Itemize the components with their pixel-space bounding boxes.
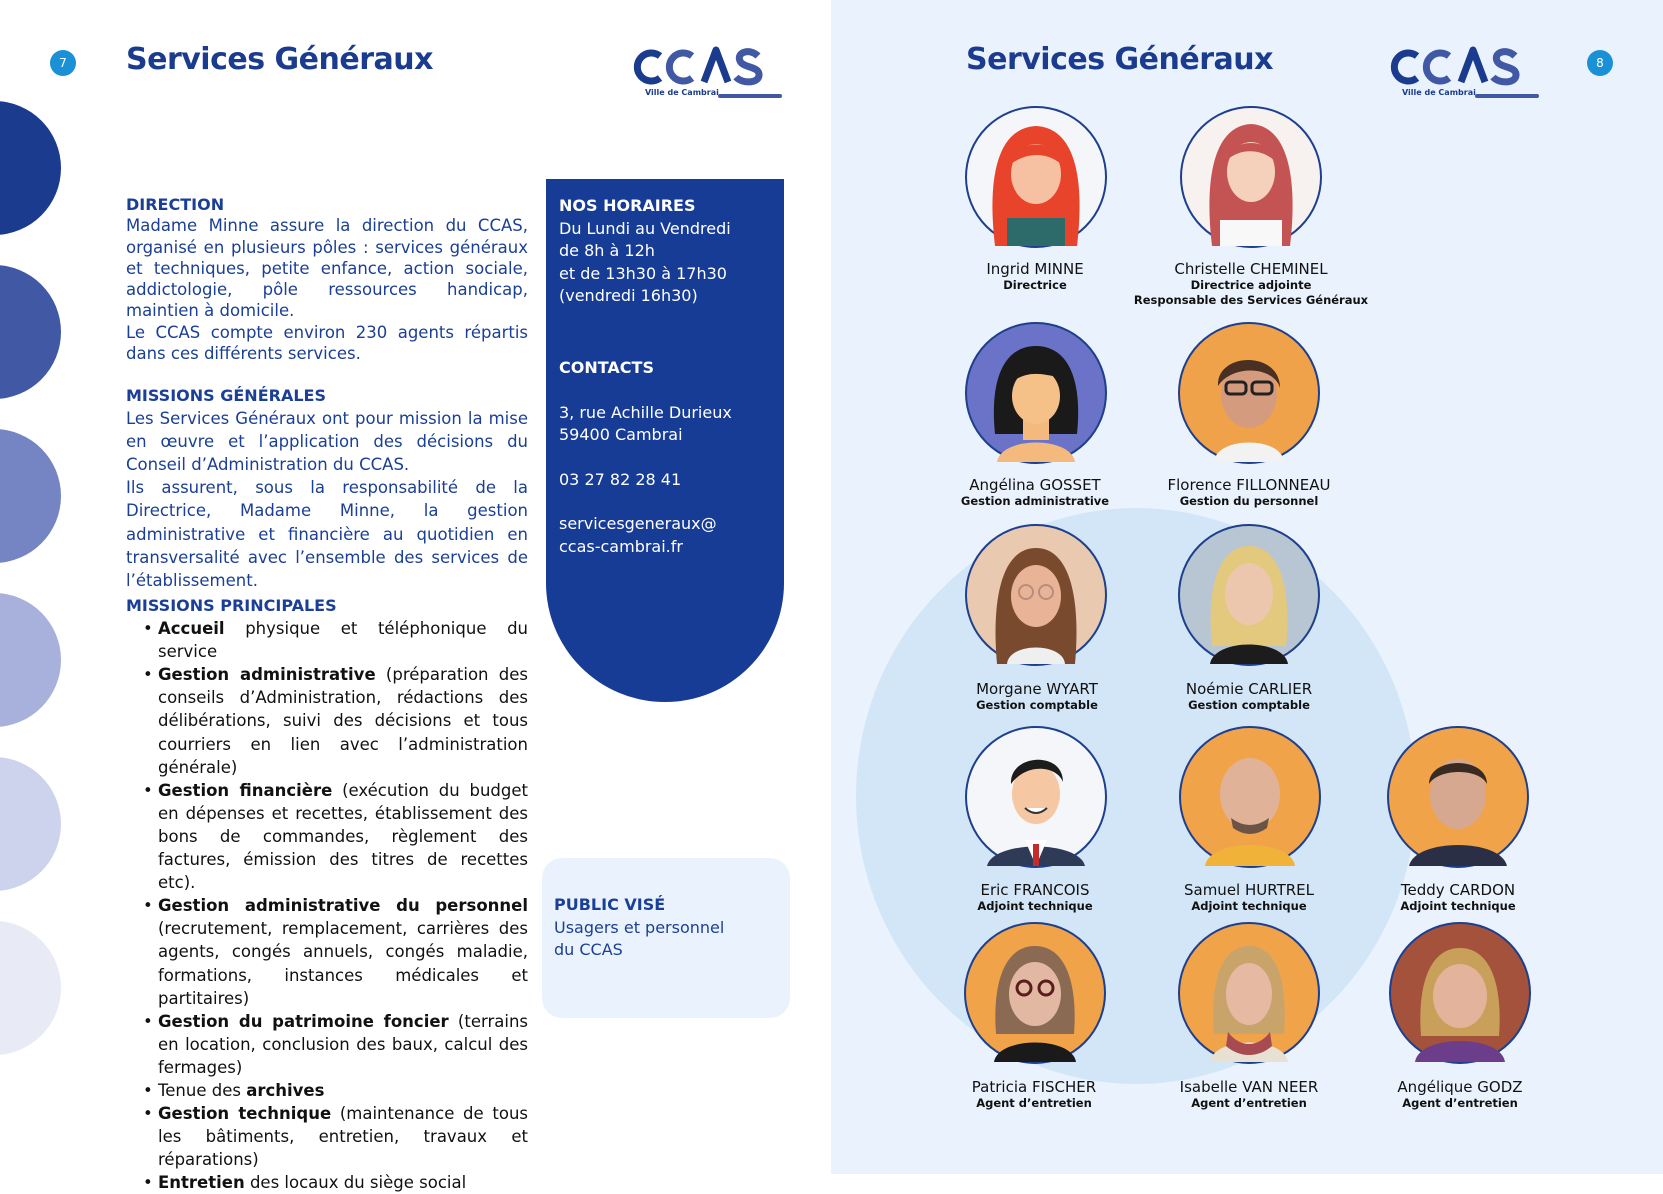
avatar (1178, 322, 1320, 464)
staff-card (1139, 477, 1359, 509)
page-number: 7 (50, 50, 76, 76)
staff-name: Christelle CHEMINEL (1174, 260, 1328, 278)
avatar (965, 726, 1107, 868)
avatar (965, 524, 1107, 666)
public-heading: PUBLIC VISÉ (554, 895, 666, 914)
contact-email[interactable]: servicesgeneraux@ (559, 514, 717, 534)
staff-role: Adjoint technique (977, 899, 1093, 913)
avatar (965, 106, 1107, 248)
staff-name: Angélique GODZ (1397, 1078, 1523, 1096)
list-item: • Gestion financière (exécution du budget en dépenses et recettes, établissement des bons de commandes, règlement des factures, émission des titres de recettes etc). (158, 779, 528, 894)
avatar (1179, 726, 1321, 868)
staff-name: Morgane WYART (976, 680, 1098, 698)
avatar (1389, 922, 1531, 1064)
ccas-logo (630, 44, 786, 104)
avatar (965, 322, 1107, 464)
decorative-circle (0, 593, 61, 727)
staff-name: Patricia FISCHER (971, 1078, 1097, 1096)
avatar (964, 922, 1106, 1064)
intro-text (126, 194, 528, 592)
ccas-logo (1387, 44, 1543, 104)
list-item: • Gestion administrative du personnel (recrutement, remplacement, carrières des agents, congés annuels, congés maladie, formations, instances médicales et partitaires) (158, 894, 528, 1009)
staff-name: Noémie CARLIER (1185, 680, 1313, 698)
page-number: 8 (1587, 50, 1613, 76)
staff-role: Adjoint technique (1400, 899, 1516, 913)
page-title: Services Généraux (966, 42, 1273, 77)
contact-address: 59400 Cambrai (559, 425, 683, 445)
staff-role: Gestion comptable (976, 698, 1098, 712)
list-item: • Accueil physique et téléphonique du service (158, 617, 528, 663)
staff-name: Samuel HURTREL (1183, 881, 1314, 899)
list-item: • Entretien des locaux du siège social (158, 1171, 528, 1194)
staff-card (1139, 882, 1359, 914)
staff-name: Ingrid MINNE (986, 260, 1084, 278)
staff-role: Gestion du personnel (1179, 494, 1319, 508)
decorative-circle (0, 757, 61, 891)
staff-role: Responsable des Services Généraux (1133, 293, 1369, 307)
public-box (542, 858, 790, 1018)
missions-list (126, 617, 528, 1194)
staff-role: Agent d’entretien (1402, 1096, 1518, 1110)
direction-paragraph: Le CCAS compte environ 230 agents répartis dans ces différents services. (126, 322, 528, 364)
missions-principales-heading: MISSIONS PRINCIPALES (126, 596, 337, 615)
avatar (1178, 922, 1320, 1064)
list-item: • Gestion du patrimoine foncier (terrains en location, conclusion des baux, calcul des fermages) (158, 1010, 528, 1079)
staff-name: Angélina GOSSET (969, 476, 1101, 494)
horaires-line: et de 13h30 à 17h30 (559, 263, 727, 283)
direction-heading: DIRECTION (126, 195, 225, 214)
staff-role: Gestion comptable (1188, 698, 1310, 712)
list-item: • Gestion technique (maintenance de tous les bâtiments, entretien, travaux et réparations) (158, 1102, 528, 1171)
avatar (1387, 726, 1529, 868)
public-line: du CCAS (554, 940, 623, 960)
staff-card (1348, 882, 1568, 914)
staff-role: Agent d’entretien (1191, 1096, 1307, 1110)
missions-generales-paragraph: Les Services Généraux ont pour mission la mise en œuvre et l’application des décisions du Conseil d’Administration du CCAS. (126, 408, 528, 475)
staff-role: Directrice (1003, 278, 1067, 292)
staff-card (925, 477, 1145, 509)
contact-phone[interactable]: 03 27 82 28 41 (559, 469, 682, 489)
missions-generales-heading: MISSIONS GÉNÉRALES (126, 386, 326, 406)
staff-card (927, 681, 1147, 713)
logo-subtitle: Ville de Cambrai (645, 88, 719, 97)
horaires-line: Du Lundi au Vendredi (559, 218, 731, 238)
staff-card (1111, 261, 1391, 308)
staff-role: Adjoint technique (1191, 899, 1307, 913)
decorative-circle (0, 429, 61, 563)
staff-card (925, 882, 1145, 914)
decorative-circle (856, 508, 1416, 1084)
direction-paragraph: Madame Minne assure la direction du CCAS, organisé en plusieurs pôles : services généraux et techniques, petite enfance, action sociale, addictologie, pôle ressources handicap, maintien à domicile. (126, 216, 528, 321)
avatar (1178, 524, 1320, 666)
list-item: • Gestion administrative (préparation des conseils d’Administration, rédactions des délibérations, suivi des décisions et tous courriers en lien avec l’administration générale) (158, 663, 528, 778)
public-line: Usagers et personnel (554, 917, 725, 937)
page-title: Services Généraux (126, 42, 433, 77)
list-item: • Tenue des archives (158, 1079, 528, 1102)
staff-name: Teddy CARDON (1400, 881, 1516, 899)
staff-name: Eric FRANCOIS (980, 881, 1090, 899)
staff-card (1350, 1079, 1570, 1111)
avatar (1180, 106, 1322, 248)
staff-role: Directrice adjointe (1190, 278, 1312, 292)
contact-email[interactable]: ccas-cambrai.fr (559, 536, 683, 556)
horaires-line: (vendredi 16h30) (559, 286, 698, 306)
staff-card (924, 1079, 1144, 1111)
missions-generales-paragraph: Ils assurent, sous la responsabilité de la Directrice, Madame Minne, la gestion administrative et financière au quotidien en transversalité avec l’ensemble des services de l’établissement. (126, 478, 528, 591)
right-page (831, 0, 1663, 1174)
missions-principales (126, 594, 528, 1194)
decorative-circle (0, 921, 61, 1055)
horaires-heading: NOS HORAIRES (559, 196, 696, 215)
contacts-heading: CONTACTS (559, 357, 654, 377)
hours-contact-box (546, 179, 784, 702)
staff-role: Gestion administrative (960, 494, 1110, 508)
staff-card (1139, 1079, 1359, 1111)
staff-card (1139, 681, 1359, 713)
left-page (0, 0, 831, 1193)
decorative-circle (0, 265, 61, 399)
horaires-line: de 8h à 12h (559, 241, 655, 261)
contact-address: 3, rue Achille Durieux (559, 402, 732, 422)
logo-subtitle: Ville de Cambrai (1402, 88, 1476, 97)
decorative-circle (0, 101, 61, 235)
staff-role: Agent d’entretien (976, 1096, 1092, 1110)
staff-name: Isabelle VAN NEER (1179, 1078, 1319, 1096)
staff-name: Florence FILLONNEAU (1167, 476, 1331, 494)
